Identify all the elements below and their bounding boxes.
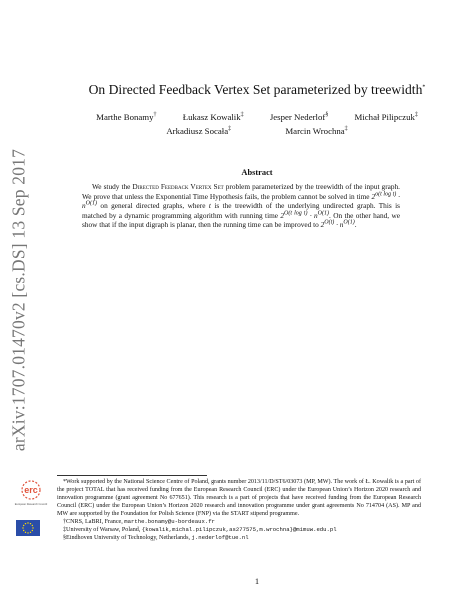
title-text: On Directed Feedback Vertex Set parameterized by treewidth	[88, 82, 423, 97]
math-expression: $2^{o(t log t)} \cdot n^{O(1)}$	[82, 191, 400, 210]
eu-star	[30, 523, 31, 524]
eu-star	[32, 530, 33, 531]
footnotes	[57, 478, 421, 542]
author: Łukasz Kowalik‡	[182, 112, 244, 122]
eu-star	[32, 525, 33, 526]
eu-star	[23, 525, 24, 526]
author-row-2	[40, 126, 474, 136]
eu-star	[27, 522, 28, 523]
affiliation-footnote: §Eindhoven University of Technology, Netherlands, j.nederlof@tue.nl	[63, 534, 249, 541]
footnote-rule	[57, 475, 207, 476]
paper-title	[40, 82, 474, 98]
math-expression: $2^{O(t)} \cdot n^{O(1)}$	[320, 219, 355, 229]
arxiv-identifier: arXiv:1707.01470v2 [cs.DS] 13 Sep 2017	[8, 148, 29, 452]
title-footnote-mark: *	[422, 84, 426, 91]
page-number: 1	[254, 576, 260, 586]
email: {kowalik,michal.pilipczuk,as277575,m.wrochna}@mimuw.edu.pl	[141, 526, 337, 533]
funding-footnote: *Work supported by the National Science Centre of Poland, grants number 2013/11/D/ST6/03073 (MP, MW). The work of Ł. Kowalik is a part of the project TOTAL that has received funding from the European Research Council (ERC) under the European Union’s Horizon 2020 research and innovation programme (grant agreement No 677651). This research is a part of projects that have received funding from the European Research Council (ERC) under the European Union’s Horizon 2020 research and innovation programme under grant agreements No 714704 (AS). MP and MW are supported by the Foundation for Polish Science (FNP) via the START stipend programme.	[57, 479, 421, 517]
author: Arkadiusz Socała‡	[166, 126, 232, 136]
eu-star	[23, 530, 24, 531]
author-row-1	[40, 112, 474, 122]
abstract-body: We study the Directed Feedback Vertex Set problem parameterized by the treewidth of the input graph. We prove that unless the Exponential Time Hypothesis fails, the problem cannot be solved in time $2^{o(t log t)} \cdot n^{O(1)}$ on general directed graphs, where t is the treewidth of the underlying undirected graph. This is matched by a dynamic programming algorithm with running time $2^{O(t log t)} \cdot n^{O(1)}$. On the other hand, we show that if the input digraph is planar, then the running time can be improved to $2^{O(t)} \cdot n^{O(1)}$.	[82, 182, 400, 229]
abstract-heading: Abstract	[241, 168, 273, 177]
eu-star	[25, 523, 26, 524]
svg-text:erc: erc	[24, 485, 38, 495]
email: j.nederlof@tue.nl	[191, 534, 249, 541]
problem-name: Directed Feedback Vertex Set	[132, 182, 224, 191]
email: marthe.bonamy@u-bordeaux.fr	[124, 518, 215, 525]
math-expression: $2^{O(t log t)} \cdot n^{O(1)}$	[280, 210, 330, 220]
erc-logo	[14, 478, 48, 508]
eu-star	[22, 527, 23, 528]
author: Marthe Bonamy†	[96, 112, 157, 122]
svg-text:European Research Council: European Research Council	[14, 503, 48, 506]
author: Michał Pilipczuk‡	[354, 112, 418, 122]
funding-logos	[12, 478, 52, 568]
eu-flag-icon	[16, 520, 40, 536]
author: Jesper Nederlof§	[269, 112, 329, 122]
eu-star	[32, 527, 33, 528]
arxiv-stamp	[4, 150, 34, 450]
author: Marcin Wrochna‡	[285, 126, 348, 136]
affiliation-footnote: †CNRS, LaBRI, France, marthe.bonamy@u-bordeaux.fr	[63, 518, 215, 525]
eu-star	[27, 532, 28, 533]
eu-star	[25, 532, 26, 533]
affiliation-footnote: ‡University of Warsaw, Poland, {kowalik,michal.pilipczuk,as277575,m.wrochna}@mimuw.edu.pl	[63, 526, 337, 533]
eu-star	[30, 532, 31, 533]
